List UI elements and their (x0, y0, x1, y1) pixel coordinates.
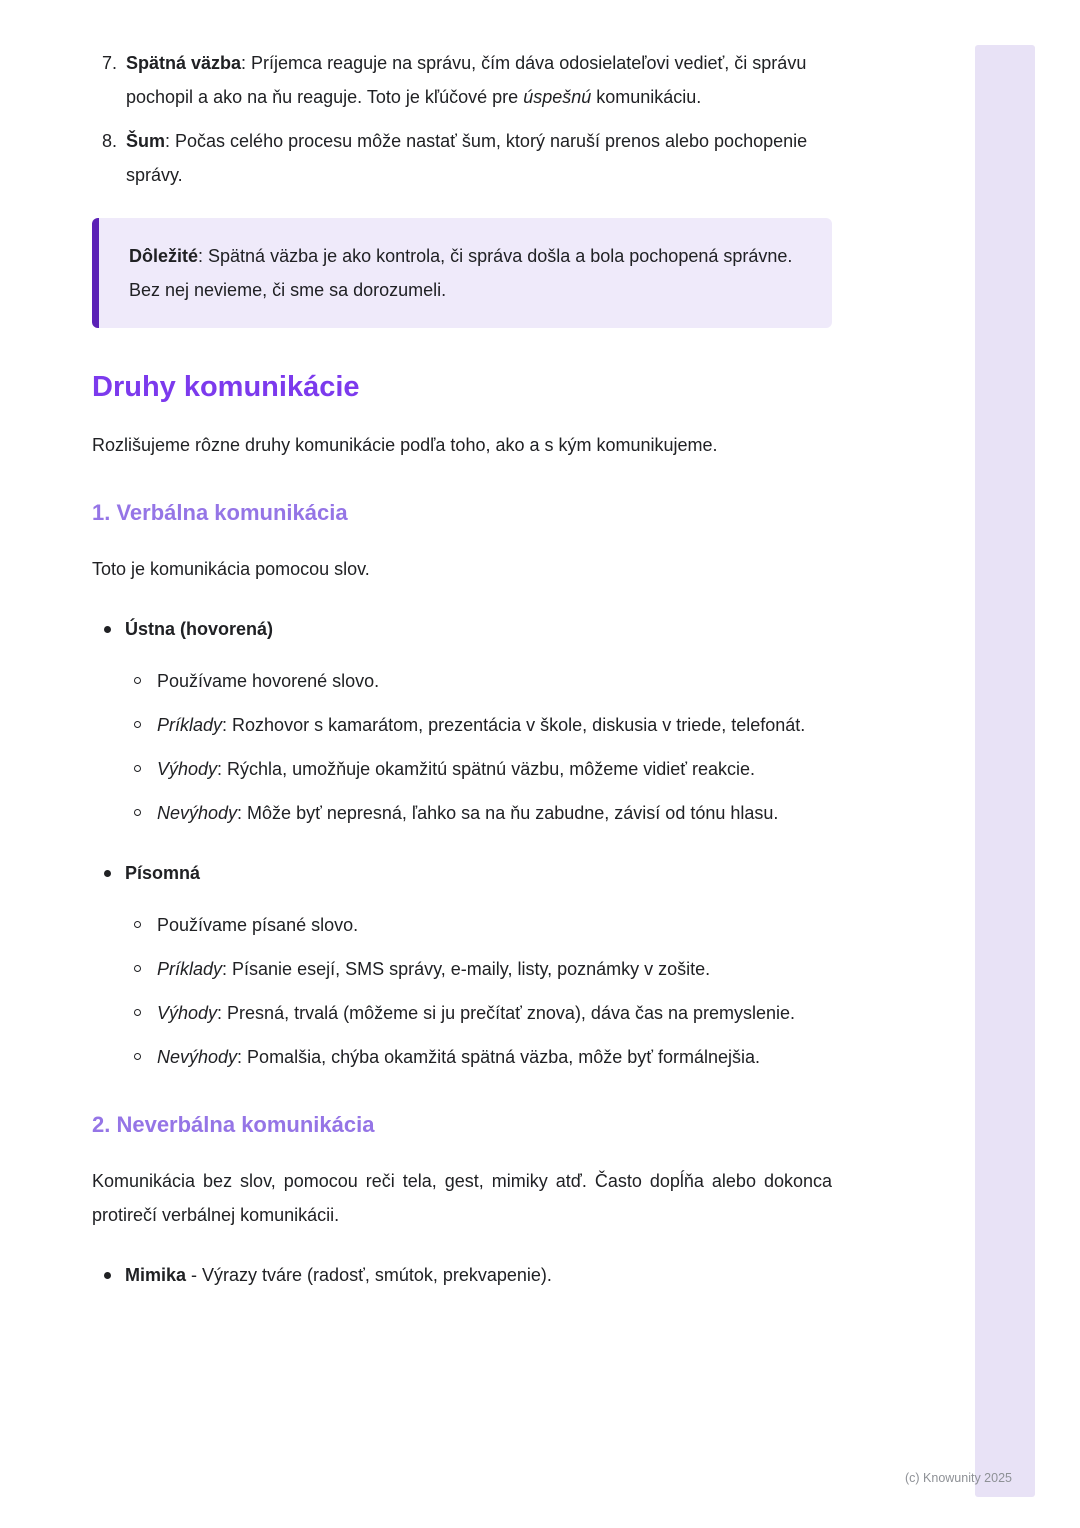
term-description: : Príjemca reaguje na správu, čím dáva odosielateľovi vedieť, či správu pochopil a ako na ňu reaguje. Toto je kľúčové pre (126, 53, 807, 107)
item-text: : Rozhovor s kamarátom, prezentácia v škole, diskusia v triede, telefonát. (222, 715, 806, 735)
intro-paragraph: Rozlišujeme rôzne druhy komunikácie podľa toho, ako a s kým komunikujeme. (92, 435, 718, 455)
item-label-italic: Výhody (157, 1003, 218, 1023)
sub-bullet-list (125, 664, 832, 830)
item-label-italic: Nevýhody (157, 1047, 238, 1067)
item-text: Používame hovorené slovo. (157, 671, 380, 691)
item-label-italic: Príklady (157, 715, 223, 735)
sub-list-item (125, 1040, 832, 1074)
list-item-text (126, 46, 832, 114)
emphasized-word: úspešnú (523, 87, 592, 107)
sub-list-item (125, 908, 832, 942)
bullet-group-title (125, 612, 832, 646)
group-title-bold: Ústna (hovorená) (125, 619, 274, 639)
sub-list-item (125, 708, 832, 742)
bullet-list (92, 1258, 832, 1292)
term-description-end: komunikáciu. (591, 87, 702, 107)
callout-text (129, 239, 802, 307)
term-description: : Počas celého procesu môže nastať šum, ktorý naruší prenos alebo pochopenie správy. (126, 131, 808, 185)
section-intro: Toto je komunikácia pomocou slov. (92, 559, 370, 579)
section-intro: Komunikácia bez slov, pomocou reči tela, gest, mimiky atď. Často dopĺňa alebo dokonca protirečí verbálnej komunikácii. (92, 1171, 832, 1225)
section-heading-verbal: 1. Verbálna komunikácia (92, 500, 348, 525)
item-label-italic: Príklady (157, 959, 223, 979)
list-number: 7. (102, 53, 118, 73)
sub-list-item (125, 664, 832, 698)
item-label-italic: Výhody (157, 759, 218, 779)
page-title: Druhy komunikácie (92, 371, 360, 403)
document-content (92, 46, 832, 1292)
sub-list-item (125, 796, 832, 830)
bullet-item (92, 1258, 832, 1292)
item-text: : Presná, trvalá (môžeme si ju prečítať znova), dáva čas na premyslenie. (217, 1003, 796, 1023)
numbered-list-item (92, 46, 832, 114)
list-item-text (126, 124, 832, 192)
section-heading-nonverbal: 2. Neverbálna komunikácia (92, 1112, 375, 1137)
item-text: : Rýchla, umožňuje okamžitú spätnú väzbu, môžeme vidieť reakcie. (217, 759, 756, 779)
group-title-bold: Písomná (125, 863, 201, 883)
copyright-footer: (c) Knowunity 2025 (904, 1471, 1012, 1485)
item-text: : Písanie esejí, SMS správy, e-maily, listy, poznámky v zošite. (222, 959, 711, 979)
callout-label: Dôležité (129, 246, 199, 266)
list-number: 8. (102, 131, 118, 151)
item-text: : Pomalšia, chýba okamžitá spätná väzba, môže byť formálnejšia. (237, 1047, 761, 1067)
bullet-group-title (125, 856, 832, 890)
numbered-list-item (92, 124, 832, 192)
sub-bullet-list (125, 908, 832, 1074)
bullet-list (92, 612, 832, 1074)
bullet-group (92, 612, 832, 830)
term-bold: Šum (126, 131, 166, 151)
term-bold: Spätná väzba (126, 53, 242, 73)
bullet-group (92, 856, 832, 1074)
page-edge-strip (975, 45, 1035, 1497)
bullet-text: - Výrazy tváre (radosť, smútok, prekvapenie). (186, 1265, 552, 1285)
item-text: Používame písané slovo. (157, 915, 359, 935)
sub-list-item (125, 996, 832, 1030)
sub-list-item (125, 952, 832, 986)
important-callout (92, 218, 832, 328)
item-label-italic: Nevýhody (157, 803, 238, 823)
callout-body: : Spätná väzba je ako kontrola, či správa došla a bola pochopená správne. Bez nej nevieme, či sme sa dorozumeli. (129, 246, 793, 300)
sub-list-item (125, 752, 832, 786)
item-text: : Môže byť nepresná, ľahko sa na ňu zabudne, závisí od tónu hlasu. (237, 803, 779, 823)
bullet-term-bold: Mimika (125, 1265, 187, 1285)
numbered-list (92, 46, 832, 192)
